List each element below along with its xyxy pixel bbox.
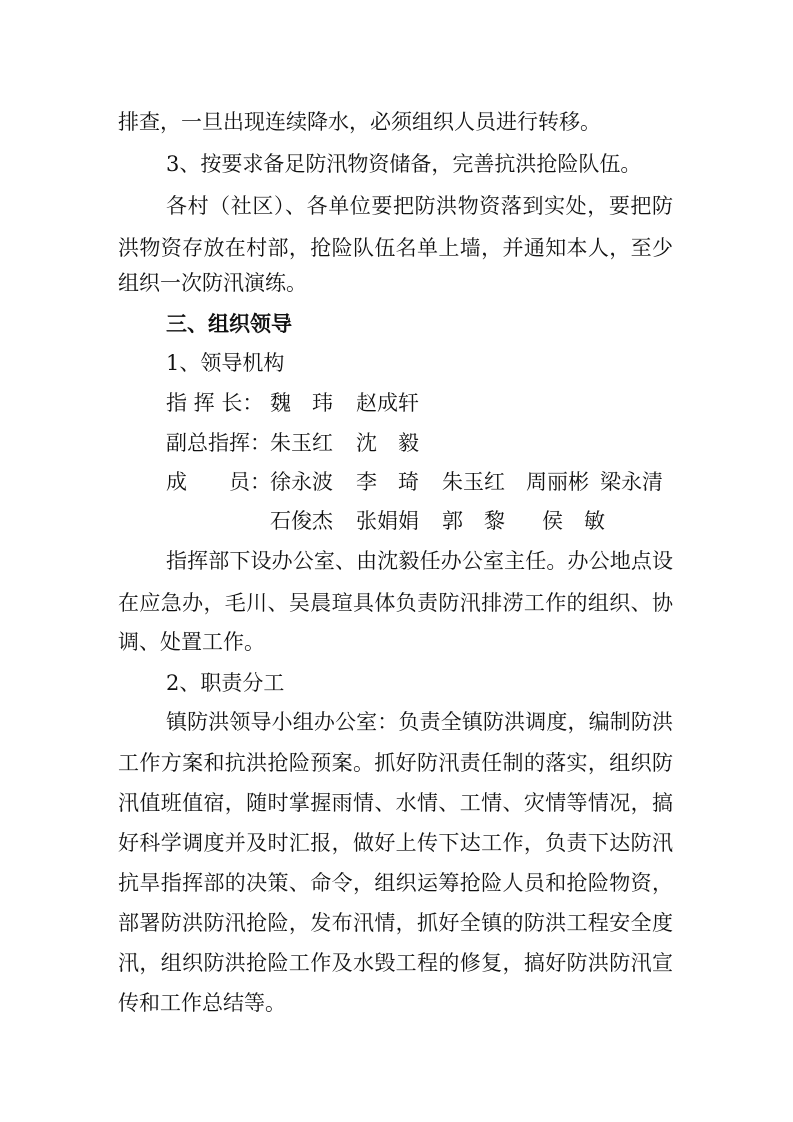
member-name: 梁永清 (600, 470, 663, 494)
text-line: 镇防洪领导小组办公室：负责全镇防洪调度，编制防洪 (166, 710, 673, 734)
text-line: 工作方案和抗洪抢险预案。抓好防汛责任制的落实，组织防 (118, 751, 673, 775)
text-line: 洪物资存放在村部，抢险队伍名单上墙，并通知本人，至少 (118, 236, 673, 260)
text-line: 汛，组织防洪抢险工作及水毁工程的修复，搞好防洪防汛宣 (118, 951, 673, 975)
section-heading: 三、组织领导 (166, 311, 292, 336)
text-line: 抗旱指挥部的决策、命令，组织运筹抢险人员和抢险物资， (118, 871, 673, 895)
text-line: 排查，一旦出现连续降水，必须组织人员进行转移。 (118, 110, 601, 134)
text-line: 调、处置工作。 (118, 630, 265, 654)
text-line: 指挥部下设办公室、由沈毅任办公室主任。办公地点设 (166, 549, 673, 573)
member-name: 郭 黎 (442, 509, 505, 533)
member-name: 石俊杰 (270, 509, 333, 533)
deputy-name: 沈 毅 (356, 431, 419, 455)
text-line: 汛值班值宿，随时掌握雨情、水情、工情、灾情等情况，搞 (118, 791, 673, 815)
members-label: 成 员： (166, 470, 271, 494)
commander-name: 赵成轩 (356, 391, 419, 415)
subheading: 2、职责分工 (166, 671, 285, 695)
member-name: 侯 敏 (542, 509, 605, 533)
subheading: 1、领导机构 (166, 351, 285, 375)
text-line: 各村（社区）、各单位要把防洪物资落到实处，要把防 (166, 194, 673, 218)
member-name: 李 琦 (356, 470, 419, 494)
member-name: 朱玉红 (442, 470, 505, 494)
text-line: 组织一次防汛演练。 (118, 271, 307, 295)
commander-name: 魏 玮 (270, 391, 333, 415)
deputy-name: 朱玉红 (270, 431, 333, 455)
text-line: 部署防洪防汛抢险，发布汛情，抓好全镇的防洪工程安全度 (118, 911, 673, 935)
text-line: 3、按要求备足防汛物资储备，完善抗洪抢险队伍。 (166, 152, 642, 176)
text-line: 好科学调度并及时汇报，做好上传下达工作，负责下达防汛 (118, 831, 673, 855)
commander-label: 指 挥 长： (166, 391, 264, 415)
text-line: 在应急办，毛川、吴晨瑄具体负责防汛排涝工作的组织、协 (118, 591, 673, 615)
deputy-label: 副总指挥： (166, 431, 271, 455)
member-name: 徐永波 (270, 470, 333, 494)
member-name: 张娟娟 (356, 509, 419, 533)
text-line: 传和工作总结等。 (118, 991, 286, 1015)
member-name: 周丽彬 (526, 470, 589, 494)
